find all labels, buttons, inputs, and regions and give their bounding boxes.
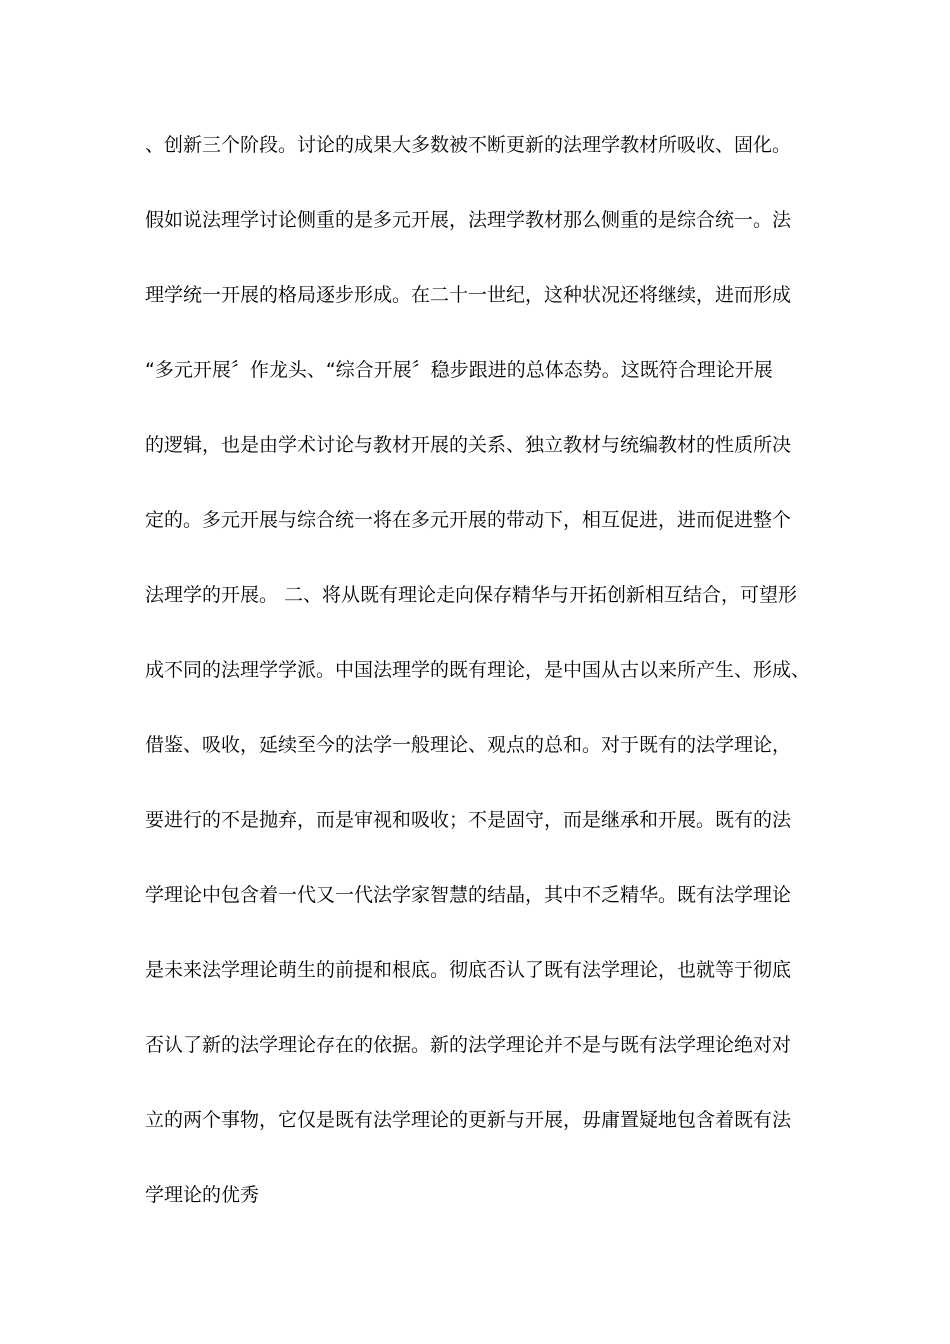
- document-body: [145, 133, 815, 1258]
- text-line-11: 学理论中包含着一代又一代法学家智慧的结晶，其中不乏精华。既有法学理论: [145, 884, 792, 906]
- text-line-8: 成不同的法理学学派。中国法理学的既有理论，是中国从古以来所产生、形成、: [145, 659, 811, 681]
- text-line-1: 、创新三个阶段。讨论的成果大多数被不断更新的法理学教材所吸收、固化。: [145, 134, 792, 156]
- text-line-9: 借鉴、吸收，延续至今的法学一般理论、观点的总和。对于既有的法学理论，: [145, 734, 792, 756]
- text-line-6: 定的。多元开展与综合统一将在多元开展的带动下，相互促进，进而促进整个: [145, 509, 792, 531]
- text-line-10: 要进行的不是抛弃，而是审视和吸收；不是固守，而是继承和开展。既有的法: [145, 809, 792, 831]
- text-line-2: 假如说法理学讨论侧重的是多元开展，法理学教材那么侧重的是综合统一。法: [145, 209, 792, 231]
- text-line-4: “多元开展〞作龙头、“综合开展〞稳步跟进的总体态势。这既符合理论开展: [145, 359, 773, 381]
- text-line-3: 理学统一开展的格局逐步形成。在二十一世纪，这种状况还将继续，进而形成: [145, 284, 792, 306]
- text-line-14: 立的两个事物，它仅是既有法学理论的更新与开展，毋庸置疑地包含着既有法: [145, 1109, 792, 1131]
- text-line-15: 学理论的优秀: [145, 1184, 260, 1206]
- text-line-5: 的逻辑，也是由学术讨论与教材开展的关系、独立教材与统编教材的性质所决: [145, 434, 792, 456]
- text-line-13: 否认了新的法学理论存在的依据。新的法学理论并不是与既有法学理论绝对对: [145, 1034, 792, 1056]
- text-line-7: 法理学的开展。 二、将从既有理论走向保存精华与开拓创新相互结合，可望形: [145, 584, 798, 606]
- text-line-12: 是未来法学理论萌生的前提和根底。彻底否认了既有法学理论，也就等于彻底: [145, 959, 792, 981]
